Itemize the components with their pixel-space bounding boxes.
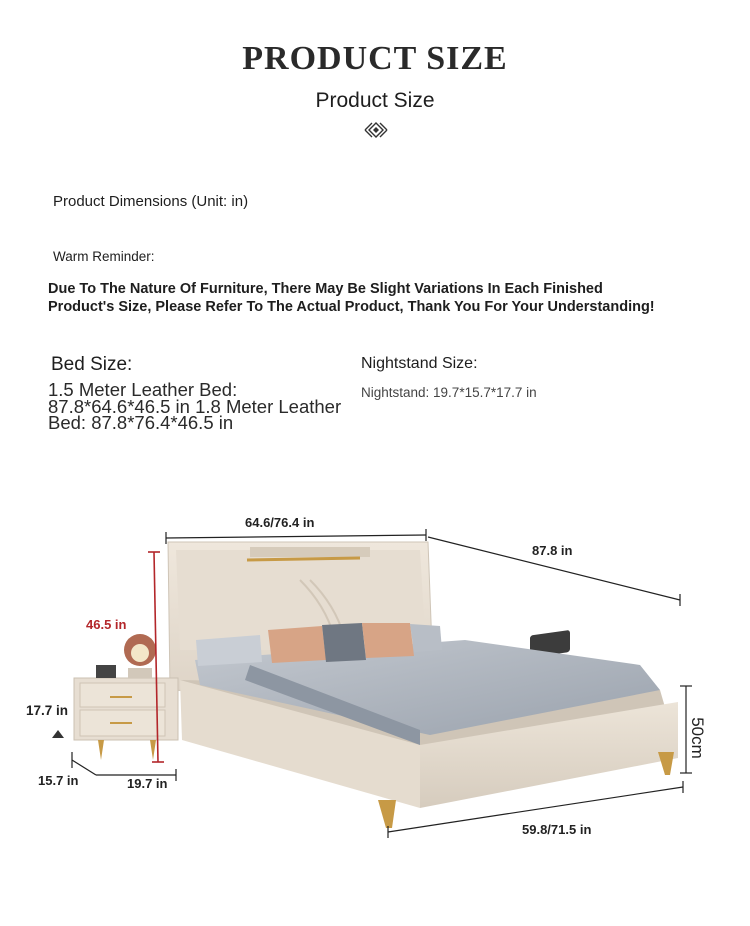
bed-height-label: 46.5 in [86,617,127,632]
bed-length-label: 87.8 in [532,543,573,558]
nightstand-depth-label: 15.7 in [38,773,79,788]
slipper-icon [52,730,64,738]
nightstand [74,634,178,760]
diamond-ornament-icon [362,120,390,140]
page-title: PRODUCT SIZE [242,40,508,77]
bed-frame-height-label: 50cm [687,717,707,759]
reminder-title: Warm Reminder: [53,249,155,264]
bed-leg-right [658,752,674,775]
nightstand-width-label: 19.7 in [127,776,168,791]
reminder-text: Due To The Nature Of Furniture, There May Be Slight Variations In Each Finished Product's Size, Please Refer To The Actual Product, Thank You For Your Understanding! [48,281,655,315]
product-illustration [0,490,750,890]
bed-base-width-label: 59.8/71.5 in [522,822,592,837]
bed-size-text: 1.5 Meter Leather Bed: 87.8*64.6*46.5 in 1.8 Meter Leather Bed: 87.8*76.4*46.5 in [48,379,342,433]
bed-size-title: Bed Size: [51,354,133,375]
dimensions-title: Product Dimensions (Unit: in) [53,193,249,210]
nightstand-size-title: Nightstand Size: [361,355,478,372]
nightstand-height-label: 17.7 in [26,703,69,718]
bed-leg-front [378,800,396,828]
bed-width-label: 64.6/76.4 in [245,515,315,530]
page-subtitle: Product Size [315,89,435,112]
nightstand-size-text: Nightstand: 19.7*15.7*17.7 in [361,385,537,400]
